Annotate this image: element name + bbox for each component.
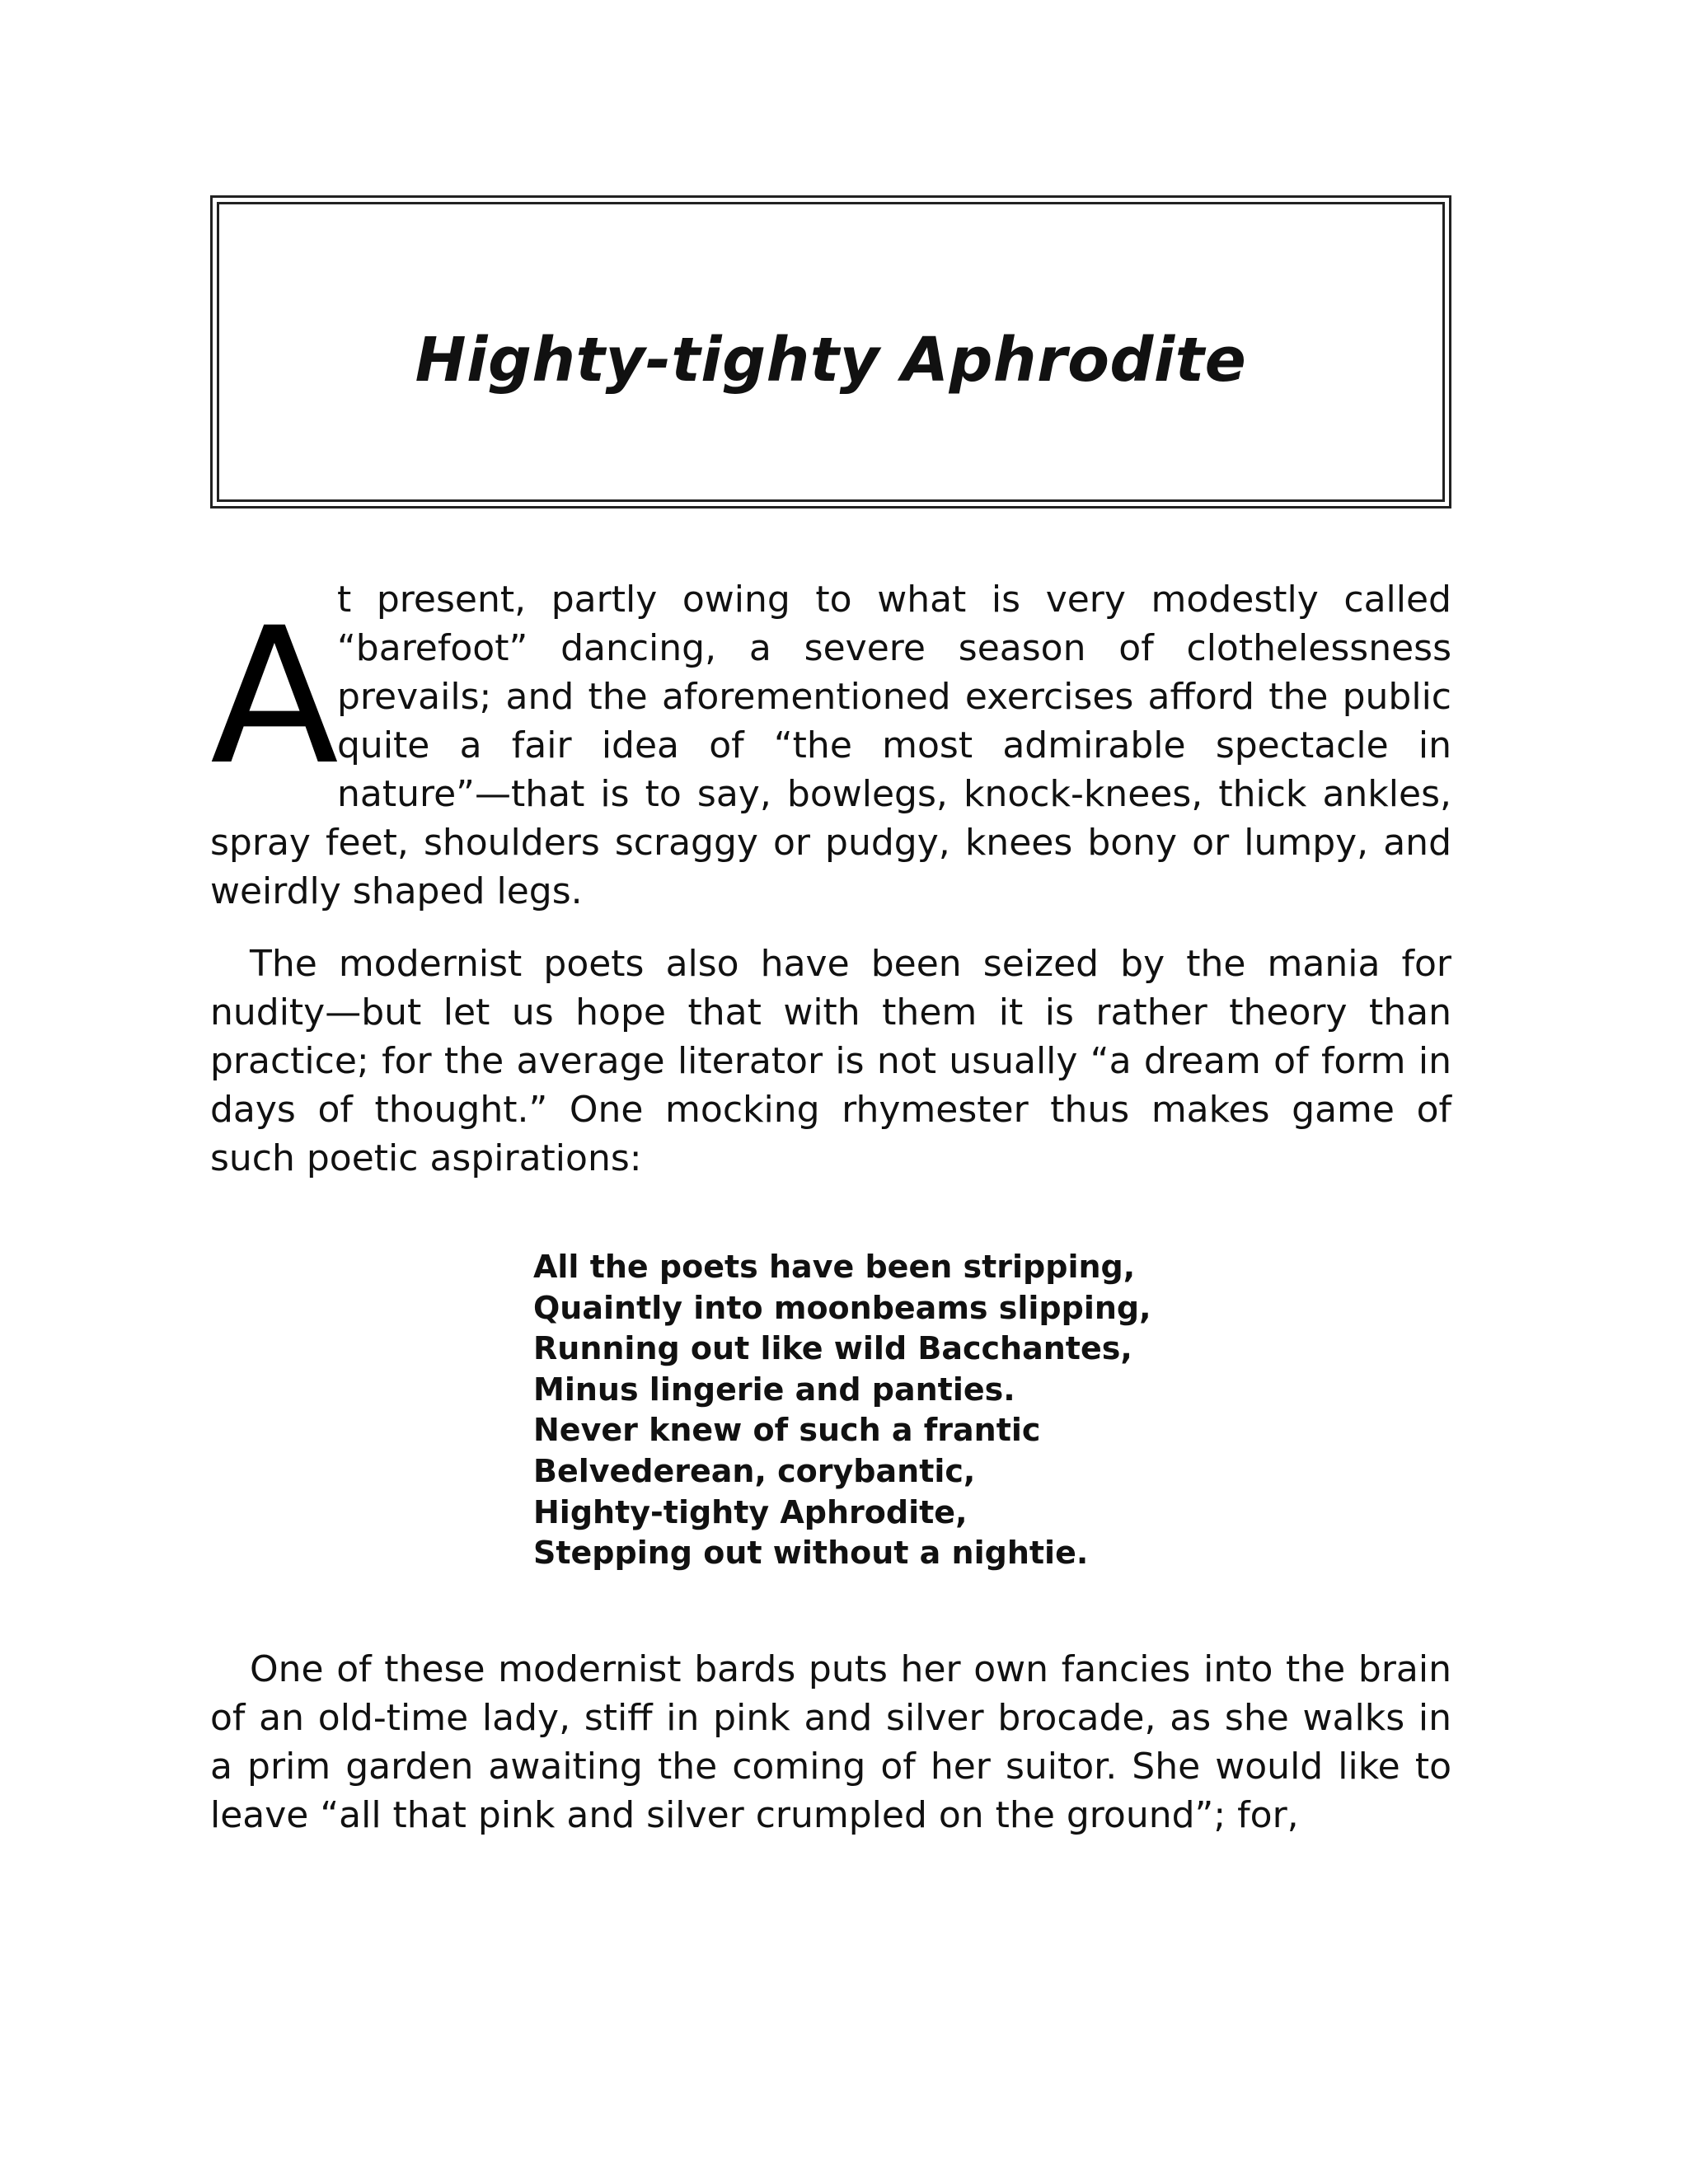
title-box bbox=[210, 195, 1451, 509]
paragraph-1-text: t present, partly owing to what is very modestly called “barefoot” dancing, a severe season of clothelessness prevails; and the aforementioned exercises afford the public quite a fair idea of “the most admirable spectacle in nature”—that is to say, bowlegs, knock-knees, thick ankles, spray feet, shoulders scraggy or pudgy, knees bony or lumpy, and weirdly shaped legs. bbox=[210, 579, 1451, 912]
title-box-inner-border bbox=[217, 202, 1445, 502]
drop-cap: A bbox=[210, 587, 339, 806]
paragraph-3 bbox=[210, 1645, 1451, 1840]
verse-line: Quaintly into moonbeams slipping, bbox=[533, 1289, 1151, 1326]
page-title: Highty-tighty Aphrodite bbox=[415, 325, 1247, 396]
verse-line: Minus lingerie and panties. bbox=[533, 1371, 1015, 1408]
verse-line: Highty-tighty Aphrodite, bbox=[533, 1493, 968, 1530]
verse-line: Running out like wild Bacchantes, bbox=[533, 1330, 1132, 1367]
paragraph-3-text: One of these modernist bards puts her own fancies into the brain of an old-time lady, stiff in pink and silver brocade, as she walks in a prim garden awaiting the coming of her suitor. She would like to leave “all that pink and silver crumpled on the ground”; for, bbox=[210, 1648, 1451, 1836]
verse-line: All the poets have been stripping, bbox=[533, 1249, 1136, 1285]
paragraph-2 bbox=[210, 940, 1451, 1183]
verse-block bbox=[533, 1247, 1151, 1574]
paragraph-1 bbox=[210, 575, 1451, 916]
verse-line: Never knew of such a frantic bbox=[533, 1412, 1041, 1449]
paragraph-2-text: The modernist poets also have been seized by the mania for nudity—but let us hope that with them it is rather theory than practice; for the average literator is not usually “a dream of form in days of thought.” One mocking rhymester thus makes game of such poetic aspirations: bbox=[210, 943, 1451, 1179]
verse-line: Belvederean, corybantic, bbox=[533, 1452, 976, 1489]
verse-line: Stepping out without a nightie. bbox=[533, 1535, 1089, 1572]
